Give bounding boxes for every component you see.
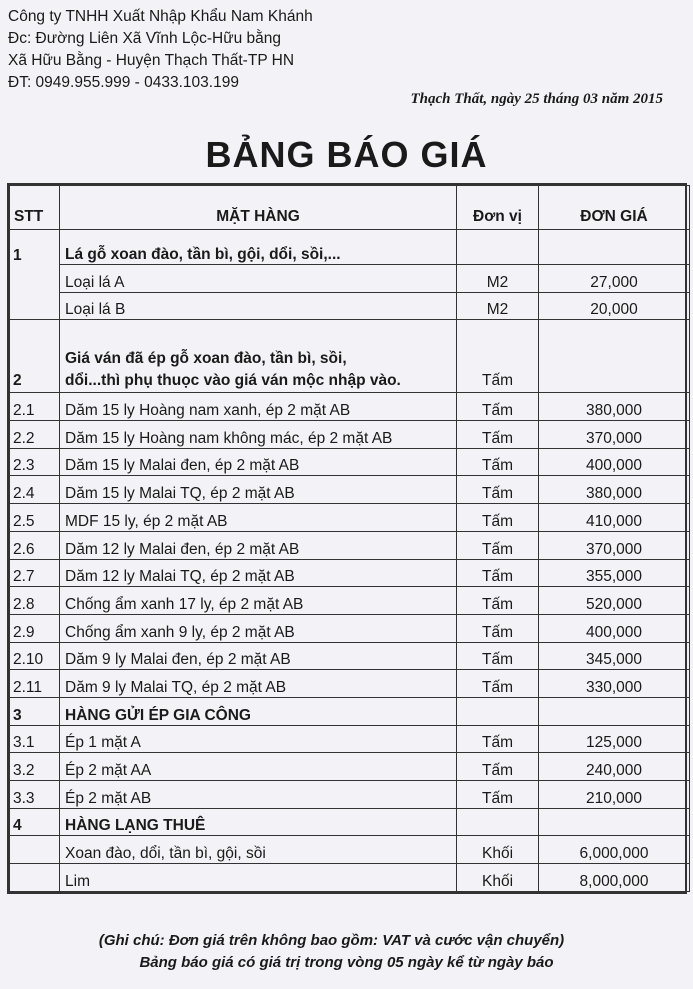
- table-row: [10, 230, 690, 265]
- row-unit: Tấm: [457, 587, 539, 615]
- row-stt: 2: [10, 320, 60, 393]
- column-header-price: ĐƠN GIÁ: [539, 186, 690, 230]
- row-unit: M2: [457, 265, 539, 293]
- row-item-line-2: dổi...thì phụ thuọc vào giá ván mộc nhập vào.: [65, 372, 401, 390]
- table-row: [10, 725, 690, 753]
- row-price: 400,000: [539, 448, 690, 476]
- row-price: 355,000: [539, 559, 690, 587]
- row-price: 520,000: [539, 587, 690, 615]
- company-info: [8, 6, 313, 94]
- row-unit: Tấm: [457, 448, 539, 476]
- row-price: 330,000: [539, 670, 690, 698]
- row-item: Dăm 9 ly Malai TQ, ép 2 mặt AB: [60, 670, 457, 698]
- row-stt: 2.3: [10, 448, 60, 476]
- row-item: Dăm 15 ly Hoàng nam không mác, ép 2 mặt AB: [60, 421, 457, 449]
- row-item: Dăm 12 ly Malai đen, ép 2 mặt AB: [60, 531, 457, 559]
- row-unit: Tấm: [457, 531, 539, 559]
- table-row: [10, 587, 690, 615]
- note-vat: (Ghi chú: Đơn giá trên không bao gồm: VAT và cước vận chuyển): [98, 932, 565, 949]
- row-unit: Khối: [457, 864, 539, 892]
- table-row: [10, 421, 690, 449]
- row-unit: Tấm: [457, 781, 539, 809]
- row-price: 8,000,000: [539, 864, 690, 892]
- table-row: [10, 836, 690, 864]
- row-unit: Tấm: [457, 559, 539, 587]
- row-item: [60, 320, 457, 393]
- row-price: 20,000: [539, 292, 690, 320]
- row-stt: 2.7: [10, 559, 60, 587]
- row-unit: Tấm: [457, 421, 539, 449]
- row-stt: 2.1: [10, 393, 60, 421]
- row-item: Ép 2 mặt AB: [60, 781, 457, 809]
- row-stt: [10, 292, 60, 320]
- row-stt: 2.6: [10, 531, 60, 559]
- row-price: 370,000: [539, 421, 690, 449]
- row-stt: 3.3: [10, 781, 60, 809]
- row-stt: 2.8: [10, 587, 60, 615]
- table-row: [10, 642, 690, 670]
- row-price: 6,000,000: [539, 836, 690, 864]
- table-row: [10, 614, 690, 642]
- document-title: BẢNG BÁO GIÁ: [205, 134, 488, 175]
- row-unit: Tấm: [457, 725, 539, 753]
- row-item: Dăm 9 ly Malai đen, ép 2 mặt AB: [60, 642, 457, 670]
- company-phone: ĐT: 0949.955.999 - 0433.103.199: [8, 74, 239, 91]
- table-row: [10, 559, 690, 587]
- table-row: [10, 265, 690, 293]
- row-item: Loại lá A: [60, 265, 457, 293]
- row-price: 370,000: [539, 531, 690, 559]
- row-stt: [10, 864, 60, 892]
- row-item: Lá gỗ xoan đào, tần bì, gội, dổi, sồi,...: [60, 230, 457, 265]
- row-price: 380,000: [539, 476, 690, 504]
- column-header-unit: Đơn vị: [457, 186, 539, 230]
- company-address-line-2: Xã Hữu Bằng - Huyện Thạch Thất-TP HN: [8, 52, 295, 69]
- row-stt: 2.11: [10, 670, 60, 698]
- row-stt: 2.4: [10, 476, 60, 504]
- price-table: [7, 183, 687, 894]
- table-row: [10, 781, 690, 809]
- row-price: [539, 230, 690, 265]
- row-item: Ép 2 mặt AA: [60, 753, 457, 781]
- row-item: Chống ẩm xanh 17 ly, ép 2 mặt AB: [60, 587, 457, 615]
- row-stt: 2.9: [10, 614, 60, 642]
- column-header-stt: STT: [10, 186, 60, 230]
- row-stt: 4: [10, 808, 60, 836]
- row-item: HÀNG LẠNG THUÊ: [60, 808, 457, 836]
- row-price: [539, 320, 690, 393]
- row-item-line-1: Giá ván đã ép gỗ xoan đào, tần bì, sồi,: [65, 350, 347, 368]
- table-row: [10, 448, 690, 476]
- row-unit: Tấm: [457, 476, 539, 504]
- row-price: 240,000: [539, 753, 690, 781]
- table-row: [10, 292, 690, 320]
- table-row: [10, 476, 690, 504]
- row-unit: Khối: [457, 836, 539, 864]
- row-unit: M2: [457, 292, 539, 320]
- row-unit: [457, 230, 539, 265]
- row-unit: [457, 808, 539, 836]
- notes: [0, 930, 693, 974]
- row-item: Dăm 15 ly Malai đen, ép 2 mặt AB: [60, 448, 457, 476]
- row-price: 210,000: [539, 781, 690, 809]
- table-header-row: [10, 186, 690, 230]
- row-item: MDF 15 ly, ép 2 mặt AB: [60, 504, 457, 532]
- row-item: Lim: [60, 864, 457, 892]
- company-name: Công ty TNHH Xuất Nhập Khẩu Nam Khánh: [8, 8, 313, 25]
- row-item: Dăm 12 ly Malai TQ, ép 2 mặt AB: [60, 559, 457, 587]
- row-unit: Tấm: [457, 320, 539, 393]
- row-price: 380,000: [539, 393, 690, 421]
- company-address-line-1: Đc: Đường Liên Xã Vĩnh Lộc-Hữu bằng: [8, 30, 282, 47]
- row-price: 410,000: [539, 504, 690, 532]
- table-row: [10, 864, 690, 892]
- row-item: Loại lá B: [60, 292, 457, 320]
- row-price: 400,000: [539, 614, 690, 642]
- row-stt: [10, 836, 60, 864]
- row-stt: 2.2: [10, 421, 60, 449]
- row-item: Ép 1 mặt A: [60, 725, 457, 753]
- row-item: HÀNG GỬI ÉP GIA CÔNG: [60, 697, 457, 725]
- note-validity: Bảng báo giá có giá trị trong vòng 05 ngày kể từ ngày báo: [139, 954, 554, 971]
- row-price: 125,000: [539, 725, 690, 753]
- row-unit: Tấm: [457, 614, 539, 642]
- row-price: [539, 808, 690, 836]
- table-row: [10, 320, 690, 393]
- row-item: Xoan đào, dổi, tần bì, gội, sồi: [60, 836, 457, 864]
- column-header-item: MẶT HÀNG: [60, 186, 457, 230]
- row-stt: 2.10: [10, 642, 60, 670]
- row-price: 27,000: [539, 265, 690, 293]
- row-unit: Tấm: [457, 753, 539, 781]
- row-unit: Tấm: [457, 670, 539, 698]
- table-row: [10, 393, 690, 421]
- document-date: Thạch Thất, ngày 25 tháng 03 năm 2015: [410, 91, 663, 107]
- table-row: [10, 504, 690, 532]
- row-unit: Tấm: [457, 504, 539, 532]
- row-item: Chống ẩm xanh 9 ly, ép 2 mặt AB: [60, 614, 457, 642]
- table-row: [10, 531, 690, 559]
- row-stt: 3: [10, 697, 60, 725]
- row-unit: Tấm: [457, 393, 539, 421]
- table-row: [10, 670, 690, 698]
- row-stt: 3.1: [10, 725, 60, 753]
- row-unit: Tấm: [457, 642, 539, 670]
- row-price: 345,000: [539, 642, 690, 670]
- row-stt: 3.2: [10, 753, 60, 781]
- row-item: Dăm 15 ly Hoàng nam xanh, ép 2 mặt AB: [60, 393, 457, 421]
- row-unit: [457, 697, 539, 725]
- row-stt: 2.5: [10, 504, 60, 532]
- table-row: [10, 697, 690, 725]
- table-row: [10, 808, 690, 836]
- row-stt: 1: [10, 230, 60, 265]
- row-stt: [10, 265, 60, 293]
- row-price: [539, 697, 690, 725]
- table-row: [10, 753, 690, 781]
- row-item: Dăm 15 ly Malai TQ, ép 2 mặt AB: [60, 476, 457, 504]
